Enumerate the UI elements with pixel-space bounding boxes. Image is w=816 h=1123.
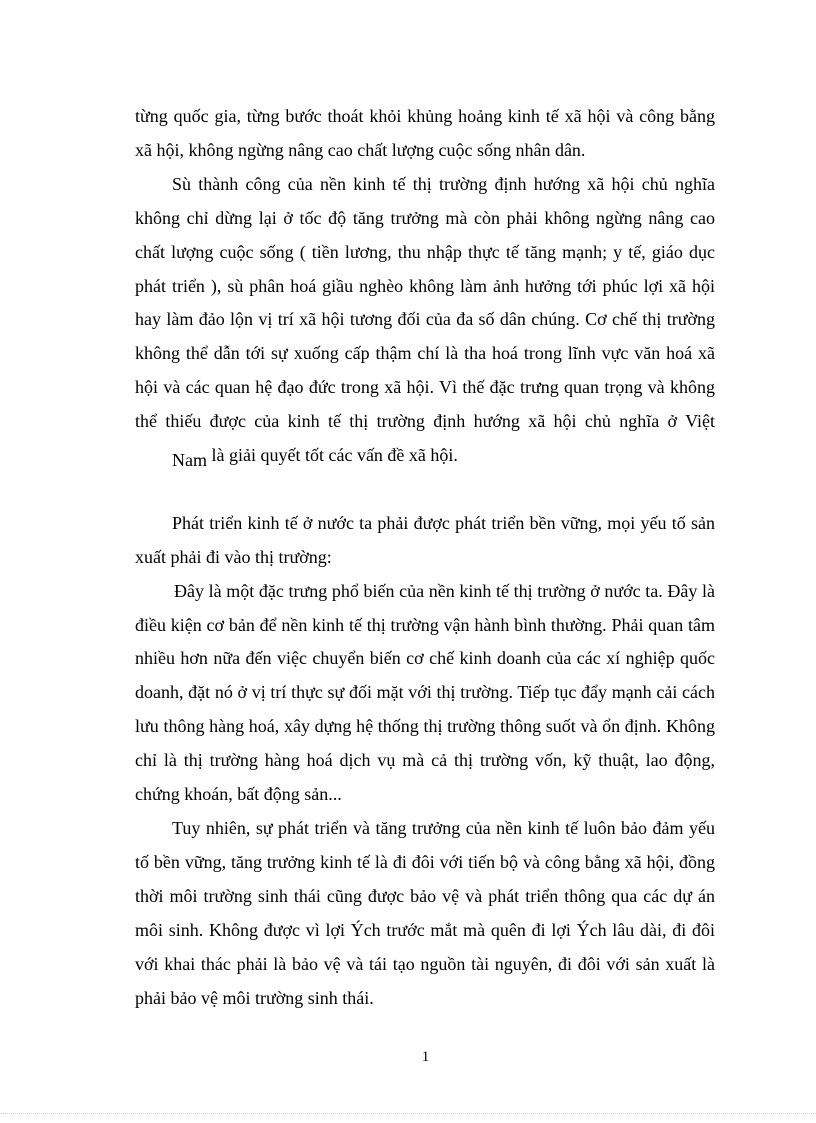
section-heading-sustainable-development: Phát triển kinh tế ở nước ta phải được phát triển bền vững, mọi yếu tố sản xuất phải đi vào thị trường:	[135, 512, 715, 567]
paragraph-gap	[135, 473, 715, 507]
paragraph-market-feature: Đây là một đặc trưng phổ biến của nền kinh tế thị trường ở nước ta. Đây là điều kiện cơ bản để nền kinh tế thị trường vận hành bình thường. Phải quan tâm nhiều hơn nữa đến việc chuyển biến cơ chế kinh doanh của các xí nghiệp quốc doanh, đặt nó ở vị trí thực sự đối mặt với thị trường. Tiếp tục đẩy mạnh cải cách lưu thông hàng hoá, xây dựng hệ thống thị trường thông suốt và ổn định. Không chỉ là thị trường hàng hoá dịch vụ mà cả thị trường vốn, kỹ thuật, lao động, chứng khoán, bất động sản...	[135, 580, 715, 805]
body-text	[135, 100, 715, 1015]
paragraph-sustainability: Tuy nhiên, sự phát triển và tăng trưởng của nền kinh tế luôn bảo đảm yếu tố bền vững, tăng trưởng kinh tế là đi đôi với tiến bộ và công bằng xã hội, đồng thời môi trường sinh thái cũng được bảo vệ và phát triển thông qua các dự án môi sinh. Không được vì lợi Ých trước mắt mà quên đi lợi Ých lâu dài, đi đôi với khai thác phải là bảo vệ và tái tạo nguồn tài nguyên, đi đôi với sản xuất là phải bảo vệ môi trường sinh thái.	[135, 818, 715, 1008]
page-number: 1	[421, 1049, 430, 1065]
paragraph-social-success	[135, 168, 715, 473]
paragraph-social-success-text: Sù thành công của nền kinh tế thị trường định hướng xã hội chủ nghĩa không chỉ dừng lại ở tốc độ tăng trưởng mà còn phải không ngừng nâng cao chất lượng cuộc sống ( tiền lương, thu nhập thực tế tăng mạnh; y tế, giáo dục phát triển ), sù phân hoá giầu nghèo không làm ảnh hưởng tới phúc lợi xã hội hay làm đảo lộn vị trí xã hội tương đối của đa số dân chúng. Cơ chế thị trường không thể dẫn tới sự xuống cấp thậm chí là tha hoá trong lĩnh vực văn hoá xã hội và các quan hệ đạo đức trong xã hội. Vì thế đặc trưng quan trọng và không thể thiếu được của kinh tế thị trường định hướng xã hội chủ nghĩa ở Việt	[135, 173, 715, 432]
country-name-word: Nam	[172, 450, 207, 471]
paragraph-continuation: từng quốc gia, từng bước thoát khỏi khủng hoảng kinh tế xã hội và công bằng xã hội, không ngừng nâng cao chất lượng cuộc sống nhân dân.	[135, 106, 715, 160]
page-bottom-divider	[0, 1113, 816, 1114]
paragraph-social-success-ending: là giải quyết tốt các vấn đề xã hội.	[211, 445, 458, 466]
